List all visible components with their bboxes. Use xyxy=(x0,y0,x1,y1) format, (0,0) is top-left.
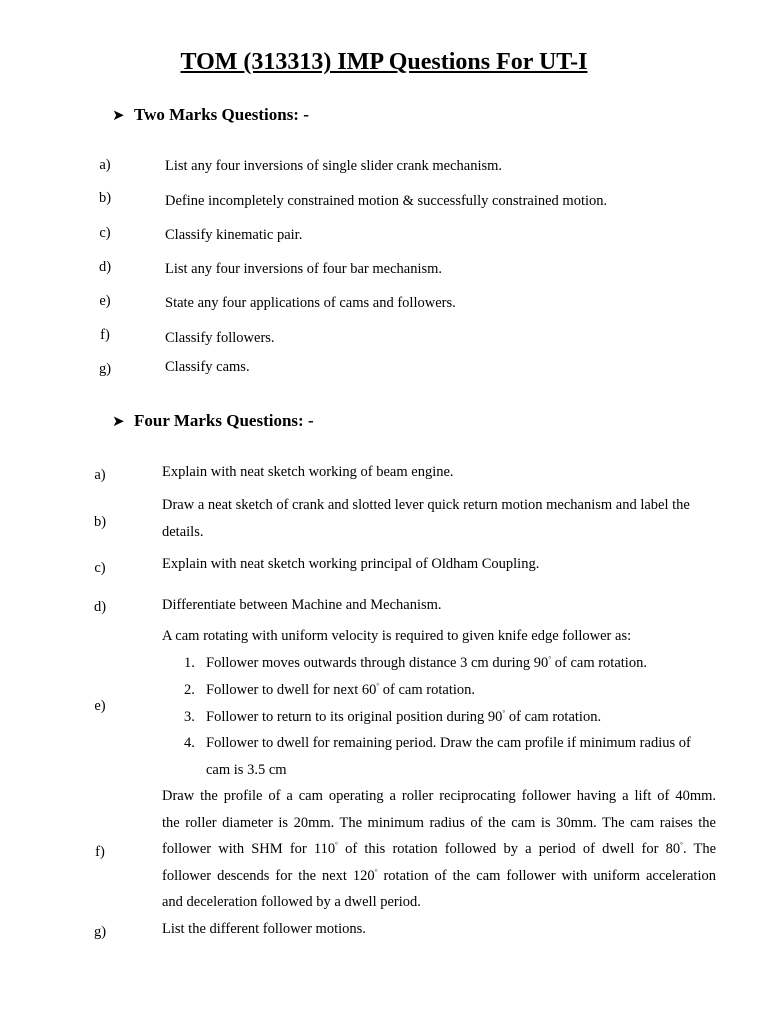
question-text: List the different follower motions. xyxy=(162,921,366,937)
two-marks-heading xyxy=(112,104,309,127)
question-label: b) xyxy=(98,190,112,206)
list-number: 3. xyxy=(184,709,195,725)
question-label: c) xyxy=(94,560,106,576)
four-marks-heading-text: Four Marks Questions: - xyxy=(134,411,314,430)
degree-symbol: ° xyxy=(374,867,378,876)
two-marks-heading-text: Two Marks Questions: - xyxy=(134,105,309,124)
list-item: 4. Follower to dwell for remaining period. Draw the cam profile if minimum radius of xyxy=(184,730,691,757)
arrow-bullet-icon: ➤ xyxy=(112,414,125,430)
question-text: Classify cams. xyxy=(165,359,250,375)
list-number: 2. xyxy=(184,682,195,698)
question-label: d) xyxy=(93,599,107,615)
question-text-continued: details. xyxy=(162,524,204,540)
question-label: e) xyxy=(99,293,111,309)
question-label: f) xyxy=(95,844,105,860)
list-item: 3. Follower to return to its original position during 90° of cam rotation. xyxy=(184,704,601,731)
question-paragraph: Draw the profile of a cam operating a roller reciprocating follower having a lift of 40mm. the roller diameter is 20mm. The minimum radius of the cam is 30mm. The cam raises the follower with SHM for 110° of this rotation followed by a period of dwell for 80°. The follower descends for the next 120° rotation of the cam follower with uniform acceleration and deceleration followed by a dwell period. xyxy=(162,788,717,911)
list-item: 1. Follower moves outwards through distance 3 cm during 90° of cam rotation. xyxy=(184,650,647,677)
degree-symbol: ° xyxy=(680,841,683,850)
question-text: List any four inversions of four bar mechanism. xyxy=(165,261,443,277)
degree-symbol: ° xyxy=(548,655,552,664)
question-text: Explain with neat sketch working principal of Oldham Coupling. xyxy=(162,556,540,572)
question-label: b) xyxy=(93,514,107,530)
question-label: f) xyxy=(100,327,110,343)
question-text: Explain with neat sketch working of beam engine. xyxy=(162,464,454,480)
question-text: List any four inversions of single slider crank mechanism. xyxy=(165,158,503,174)
question-text: A cam rotating with uniform velocity is required to given knife edge follower as: xyxy=(162,628,632,644)
four-marks-heading xyxy=(112,410,314,433)
question-label: g) xyxy=(93,924,107,940)
question-label: c) xyxy=(99,225,111,241)
list-number: 1. xyxy=(184,655,195,671)
question-text: State any four applications of cams and followers. xyxy=(165,295,456,311)
question-label: e) xyxy=(94,698,106,714)
degree-symbol: ° xyxy=(335,841,338,850)
question-label: g) xyxy=(98,361,112,377)
degree-symbol: ° xyxy=(502,709,506,718)
degree-symbol: ° xyxy=(376,682,380,691)
page-title: TOM (313313) IMP Questions For UT-I xyxy=(180,49,588,75)
question-label: a) xyxy=(99,157,111,173)
question-label: a) xyxy=(94,467,106,483)
list-item: 2. Follower to dwell for next 60° of cam rotation. xyxy=(184,677,475,704)
question-text: Differentiate between Machine and Mechanism. xyxy=(162,597,442,613)
question-text: Define incompletely constrained motion & successfully constrained motion. xyxy=(165,193,608,209)
question-text: Draw a neat sketch of crank and slotted lever quick return motion mechanism and label the xyxy=(162,497,690,513)
list-number: 4. xyxy=(184,735,195,751)
question-label: d) xyxy=(98,259,112,275)
arrow-bullet-icon: ➤ xyxy=(112,108,125,124)
list-item-continued: cam is 3.5 cm xyxy=(206,762,287,778)
question-text: Classify followers. xyxy=(165,330,275,346)
question-text: Classify kinematic pair. xyxy=(165,227,303,243)
